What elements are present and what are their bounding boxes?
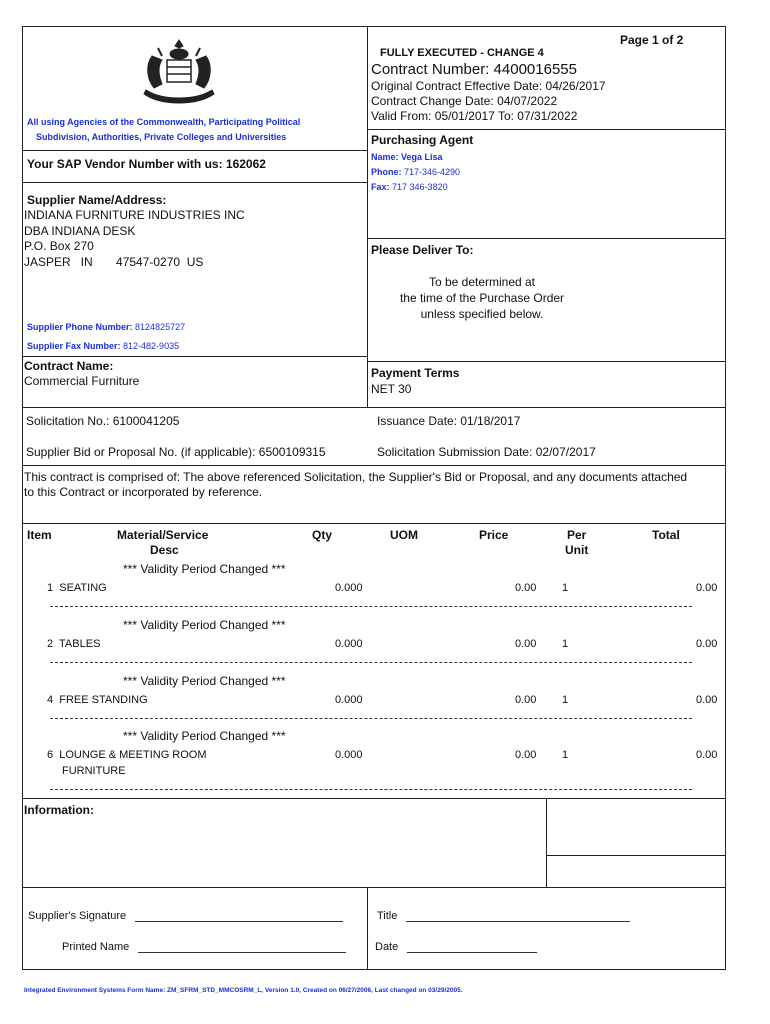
rule-left-3 xyxy=(22,356,367,357)
supplier-address xyxy=(24,208,245,270)
row-price: 0.00 xyxy=(515,582,537,594)
agent-name: Name: Vega Lisa xyxy=(371,152,443,162)
supplier-signature-line[interactable] xyxy=(135,910,343,922)
col-desc-2: Desc xyxy=(150,543,179,557)
rule-right-2 xyxy=(367,238,725,239)
supplier-fax: Supplier Fax Number: 812-482-9035 xyxy=(27,341,180,351)
row-note: *** Validity Period Changed *** xyxy=(123,562,286,576)
deliver-line: the time of the Purchase Order xyxy=(399,291,565,305)
row-note: *** Validity Period Changed *** xyxy=(123,674,286,688)
row-item: 1 SEATING xyxy=(47,582,107,594)
rule-full-3 xyxy=(22,523,726,524)
comprised-line-1: This contract is comprised of: The above referenced Solicitation, the Supplier's Bid or Proposal, and any documents attached xyxy=(24,470,688,484)
supplier-signature-label: Supplier's Signature xyxy=(28,910,127,922)
rule-right-3 xyxy=(367,361,725,362)
rule-left-1 xyxy=(22,150,367,151)
row-per: 1 xyxy=(562,749,569,761)
supplier-address-line: P.O. Box 270 xyxy=(24,239,94,253)
agent-fax: Fax: 717 346-3820 xyxy=(371,182,448,192)
title-line[interactable] xyxy=(406,910,630,922)
row-per: 1 xyxy=(562,694,569,706)
printed-name-label: Printed Name xyxy=(62,941,130,953)
vendor-number: Your SAP Vendor Number with us: 162062 xyxy=(27,157,266,171)
rule-full-4 xyxy=(22,798,726,799)
row-separator xyxy=(50,606,692,608)
information-heading: Information: xyxy=(24,803,94,817)
comprised-line-2: to this Contract or incorporated by reference. xyxy=(24,485,263,499)
deliver-text xyxy=(367,274,597,322)
rule-full-2 xyxy=(22,465,726,466)
frame-left xyxy=(22,26,23,970)
deliver-line: To be determined at xyxy=(428,275,536,289)
effective-date: Original Contract Effective Date: 04/26/2017 xyxy=(371,79,606,93)
supplier-signature xyxy=(28,910,343,922)
row-qty: 0.000 xyxy=(335,582,363,594)
col-desc: Material/Service xyxy=(117,528,209,542)
supplier-heading: Supplier Name/Address: xyxy=(27,193,167,207)
printed-name-line[interactable] xyxy=(138,941,346,953)
supplier-address-line: DBA INDIANA DESK xyxy=(24,223,136,238)
row-per: 1 xyxy=(562,638,569,650)
col-uom: UOM xyxy=(390,528,418,542)
date-label: Date xyxy=(375,941,399,953)
status-text: FULLY EXECUTED - CHANGE 4 xyxy=(380,47,544,59)
col-total: Total xyxy=(652,528,680,542)
purchasing-agent-heading: Purchasing Agent xyxy=(371,133,474,147)
row-total: 0.00 xyxy=(696,749,718,761)
agent-phone: Phone: 717-346-4290 xyxy=(371,167,461,177)
signature-divider xyxy=(367,887,368,969)
row-price: 0.00 xyxy=(515,694,537,706)
seal-icon xyxy=(138,36,220,104)
row-separator xyxy=(50,718,692,720)
row-separator xyxy=(50,789,692,791)
col-qty: Qty xyxy=(312,528,333,542)
header-divider xyxy=(367,26,368,407)
row-total: 0.00 xyxy=(696,694,718,706)
submission-date: Solicitation Submission Date: 02/07/2017 xyxy=(377,445,596,459)
form-footer: Integrated Environment Systems Form Name: ZM_SFRM_STD_MMCOSRM_L, Version 1.0, Created on 06/27/2006, Last changed on 03/29/2005. xyxy=(24,987,463,994)
agencies-line-2: Subdivision, Authorities, Private Colleges and Universities xyxy=(36,132,287,142)
row-price: 0.00 xyxy=(515,638,537,650)
contract-name-value: Commercial Furniture xyxy=(24,374,140,388)
col-per-2: Unit xyxy=(565,543,589,557)
bid-number: Supplier Bid or Proposal No. (if applicable): 6500109315 xyxy=(26,445,326,459)
contract-name-heading: Contract Name: xyxy=(24,359,114,373)
page-label: Page 1 of 2 xyxy=(620,33,684,47)
row-price: 0.00 xyxy=(515,749,537,761)
issuance-date: Issuance Date: 01/18/2017 xyxy=(377,414,521,428)
row-item-cont: FURNITURE xyxy=(62,765,126,777)
supplier-phone: Supplier Phone Number: 8124825727 xyxy=(27,322,186,332)
row-total: 0.00 xyxy=(696,638,718,650)
row-item: 2 TABLES xyxy=(47,638,101,650)
frame-top xyxy=(22,26,726,27)
title-field xyxy=(377,910,630,922)
title-label: Title xyxy=(377,910,398,922)
solicitation-number: Solicitation No.: 6100041205 xyxy=(26,414,180,428)
info-divider xyxy=(546,798,547,887)
row-qty: 0.000 xyxy=(335,749,363,761)
row-total: 0.00 xyxy=(696,582,718,594)
row-per: 1 xyxy=(562,582,569,594)
supplier-address-line: INDIANA FURNITURE INDUSTRIES INC xyxy=(24,208,245,222)
rule-full-1 xyxy=(22,407,726,408)
row-qty: 0.000 xyxy=(335,694,363,706)
rule-full-5 xyxy=(22,887,726,888)
agencies-line-1: All using Agencies of the Commonwealth, Participating Political xyxy=(27,117,301,127)
rule-left-2 xyxy=(22,182,367,183)
date-line[interactable] xyxy=(407,941,537,953)
frame-right xyxy=(725,26,726,970)
frame-bottom xyxy=(22,969,726,970)
payment-heading: Payment Terms xyxy=(371,366,460,380)
col-per: Per xyxy=(567,528,587,542)
info-rule xyxy=(546,855,725,856)
row-separator xyxy=(50,662,692,664)
change-date: Contract Change Date: 04/07/2022 xyxy=(371,94,558,108)
printed-name xyxy=(62,941,346,953)
row-item: 6 LOUNGE & MEETING ROOM xyxy=(47,749,207,761)
col-price: Price xyxy=(479,528,509,542)
row-note: *** Validity Period Changed *** xyxy=(123,618,286,632)
payment-value: NET 30 xyxy=(371,382,412,396)
contract-number: Contract Number: 4400016555 xyxy=(371,61,577,78)
date-field xyxy=(375,941,537,953)
col-item: Item xyxy=(27,528,52,542)
row-item: 4 FREE STANDING xyxy=(47,694,148,706)
rule-right-1 xyxy=(367,129,725,130)
row-note: *** Validity Period Changed *** xyxy=(123,729,286,743)
deliver-heading: Please Deliver To: xyxy=(371,243,474,257)
supplier-address-line: JASPER IN 47547-0270 US xyxy=(24,254,204,269)
row-qty: 0.000 xyxy=(335,638,363,650)
valid-dates: Valid From: 05/01/2017 To: 07/31/2022 xyxy=(371,109,578,123)
deliver-line: unless specified below. xyxy=(420,307,544,321)
